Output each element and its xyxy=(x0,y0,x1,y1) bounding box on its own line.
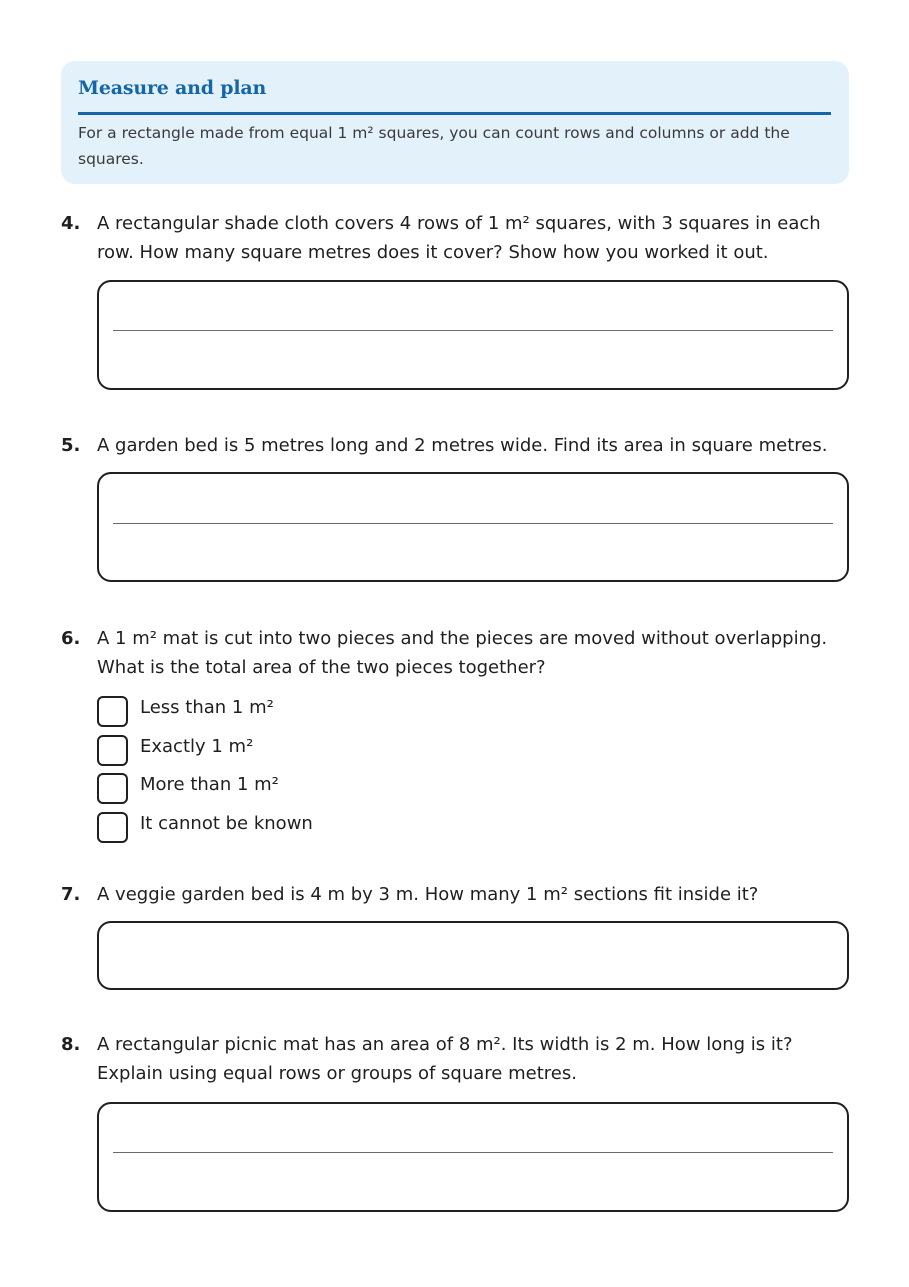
question-text: A rectangular picnic mat has an area of 8 m². Its width is 2 m. How long is it? Explain using equal rows or groups of square metres. xyxy=(97,1034,793,1084)
question-number: 5. xyxy=(61,435,81,456)
option-label: It cannot be known xyxy=(140,813,313,834)
tip-title: Measure and plan xyxy=(78,77,267,99)
checkbox[interactable] xyxy=(97,812,128,843)
question-number: 8. xyxy=(61,1034,81,1055)
question-text: A rectangular shade cloth covers 4 rows of 1 m² squares, with 3 squares in each row. How many square metres does it cover? Show how you worked it out. xyxy=(97,213,821,263)
answer-line xyxy=(113,330,833,331)
question-number: 7. xyxy=(61,884,81,905)
answer-box-4[interactable] xyxy=(97,280,849,390)
checkbox[interactable] xyxy=(97,735,128,766)
question-number: 6. xyxy=(61,628,81,649)
question-text: A garden bed is 5 metres long and 2 metres wide. Find its area in square metres. xyxy=(97,435,828,456)
option-label: Exactly 1 m² xyxy=(140,736,254,757)
question-text: A veggie garden bed is 4 m by 3 m. How many 1 m² sections fit inside it? xyxy=(97,884,759,905)
checkbox[interactable] xyxy=(97,773,128,804)
question-number: 4. xyxy=(61,213,81,234)
answer-box-7[interactable] xyxy=(97,921,849,990)
option-label: Less than 1 m² xyxy=(140,697,274,718)
tip-box xyxy=(61,61,849,184)
checkbox[interactable] xyxy=(97,696,128,727)
answer-line xyxy=(113,1152,833,1153)
question-text: A 1 m² mat is cut into two pieces and the pieces are moved without overlapping. What is the total area of the two pieces together? xyxy=(97,628,828,678)
option-label: More than 1 m² xyxy=(140,774,279,795)
answer-box-5[interactable] xyxy=(97,472,849,582)
answer-box-8[interactable] xyxy=(97,1102,849,1212)
tip-divider xyxy=(78,112,831,115)
answer-line xyxy=(113,523,833,524)
tip-body: For a rectangle made from equal 1 m² squares, you can count rows and columns or add the squares. xyxy=(78,124,790,168)
